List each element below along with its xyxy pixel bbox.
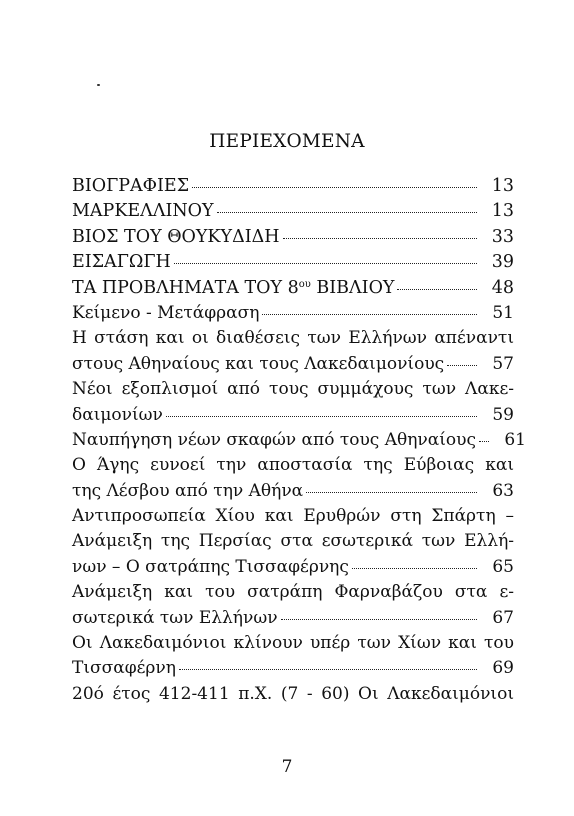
table-of-contents xyxy=(72,176,526,709)
toc-entry-label: δαιμονίων xyxy=(72,404,163,425)
page-number: 7 xyxy=(281,757,293,777)
dot-leader xyxy=(447,364,477,366)
toc-entry-line: Αντιπροσωπεία Χίου και Ερυθρών στη Σπάρτη – xyxy=(72,506,514,527)
toc-entry[interactable] xyxy=(72,582,514,633)
toc-entry-label: ΒΙΟΣ ΤΟΥ ΘΟΥΚΥΔΙΔΗ xyxy=(72,226,280,247)
toc-entry[interactable] xyxy=(72,684,514,709)
toc-entry-page: 69 xyxy=(492,658,514,679)
toc-entry-label: Κείμενο - Μετάφραση xyxy=(72,302,260,323)
toc-entry[interactable] xyxy=(72,201,514,226)
dot-leader xyxy=(283,237,477,239)
toc-entry[interactable] xyxy=(72,176,514,201)
dot-leader xyxy=(217,211,477,213)
page-title: ΠΕΡΙΕΧΟΜΕΝΑ xyxy=(209,131,365,152)
ink-speck xyxy=(97,84,100,86)
toc-entry-page: 63 xyxy=(492,480,514,501)
dot-leader xyxy=(192,186,477,188)
toc-entry-page: 39 xyxy=(491,252,514,273)
dot-leader xyxy=(166,415,477,417)
toc-entry[interactable] xyxy=(72,227,514,252)
toc-entry[interactable] xyxy=(72,252,514,277)
toc-entry-page: 65 xyxy=(492,556,514,577)
toc-entry-line: Οι Λακεδαιμόνιοι κλίνουν υπέρ των Χίων και του xyxy=(72,633,514,654)
toc-entry-line: Ανάμειξη της Περσίας στα εσωτερικά των Ελλή- xyxy=(72,531,514,552)
toc-entry-page: 33 xyxy=(491,226,514,247)
toc-entry-page: 51 xyxy=(492,302,514,323)
toc-entry-label: νων – Ο σατράπης Τισσαφέρνης xyxy=(72,556,349,577)
toc-entry[interactable] xyxy=(72,429,526,455)
toc-entry-page: 13 xyxy=(491,176,514,196)
toc-entry[interactable] xyxy=(72,455,514,506)
toc-entry-page: 57 xyxy=(492,353,514,374)
toc-entry-line: Η στάση και οι διαθέσεις των Ελλήνων απέναντι xyxy=(72,328,514,349)
toc-entry-label: της Λέσβου από την Αθήνα xyxy=(72,480,304,501)
toc-entry-line: Ο Άγης ευνοεί την αποστασία της Εύβοιας και xyxy=(72,455,514,476)
toc-entry[interactable] xyxy=(72,379,514,430)
toc-entry-line: Νέοι εξοπλισμοί από τους συμμάχους των Λακε- xyxy=(72,379,514,400)
dot-leader xyxy=(352,567,477,569)
dot-leader xyxy=(306,491,477,493)
toc-entry-label: ΒΙΟΓΡΑΦΙΕΣ xyxy=(72,176,190,196)
toc-entry-label: Τισσαφέρνη xyxy=(72,658,176,679)
toc-entry-label: στους Αθηναίους και τους Λακεδαιμονίους xyxy=(72,353,445,374)
toc-entry-label-text: ΤΑ ΠΡΟΒΛΗΜΑΤΑ ΤΟΥ 8 xyxy=(72,277,299,298)
dot-leader xyxy=(281,618,477,620)
dot-leader xyxy=(174,262,477,264)
toc-entry-page: 61 xyxy=(504,429,526,450)
toc-entry-label xyxy=(72,278,394,298)
toc-entry[interactable] xyxy=(72,303,514,328)
toc-entry-page: 67 xyxy=(492,607,514,628)
toc-entry[interactable] xyxy=(72,506,514,582)
dot-leader xyxy=(397,288,477,290)
toc-entry-line: Ανάμειξη και του σατράπη Φαρναβάζου στα ε- xyxy=(72,582,514,603)
toc-entry-line: 20ό έτος 412-411 π.Χ. (7 - 60) Οι Λακεδαιμόνιοι xyxy=(72,683,514,704)
toc-entry-label: σωτερικά των Ελλήνων xyxy=(72,607,278,628)
toc-entry-label-text: ΒΙΒΛΙΟΥ xyxy=(310,277,395,298)
dot-leader xyxy=(179,668,477,670)
toc-entry-label: ΜΑΡΚΕΛΛΙΝΟΥ xyxy=(72,201,214,222)
toc-entry[interactable] xyxy=(72,278,514,303)
toc-entry[interactable] xyxy=(72,633,514,684)
toc-entry-label: Ναυπήγηση νέων σκαφών από τους Αθηναίους xyxy=(72,429,476,450)
dot-leader xyxy=(479,440,489,442)
toc-entry-page: 48 xyxy=(491,277,514,298)
dot-leader xyxy=(262,313,477,315)
toc-entry[interactable] xyxy=(72,328,514,379)
superscript: ου xyxy=(298,278,311,290)
toc-entry-page: 59 xyxy=(492,404,514,425)
toc-entry-label: ΕΙΣΑΓΩΓΗ xyxy=(72,252,171,273)
toc-entry-page: 13 xyxy=(491,201,514,222)
